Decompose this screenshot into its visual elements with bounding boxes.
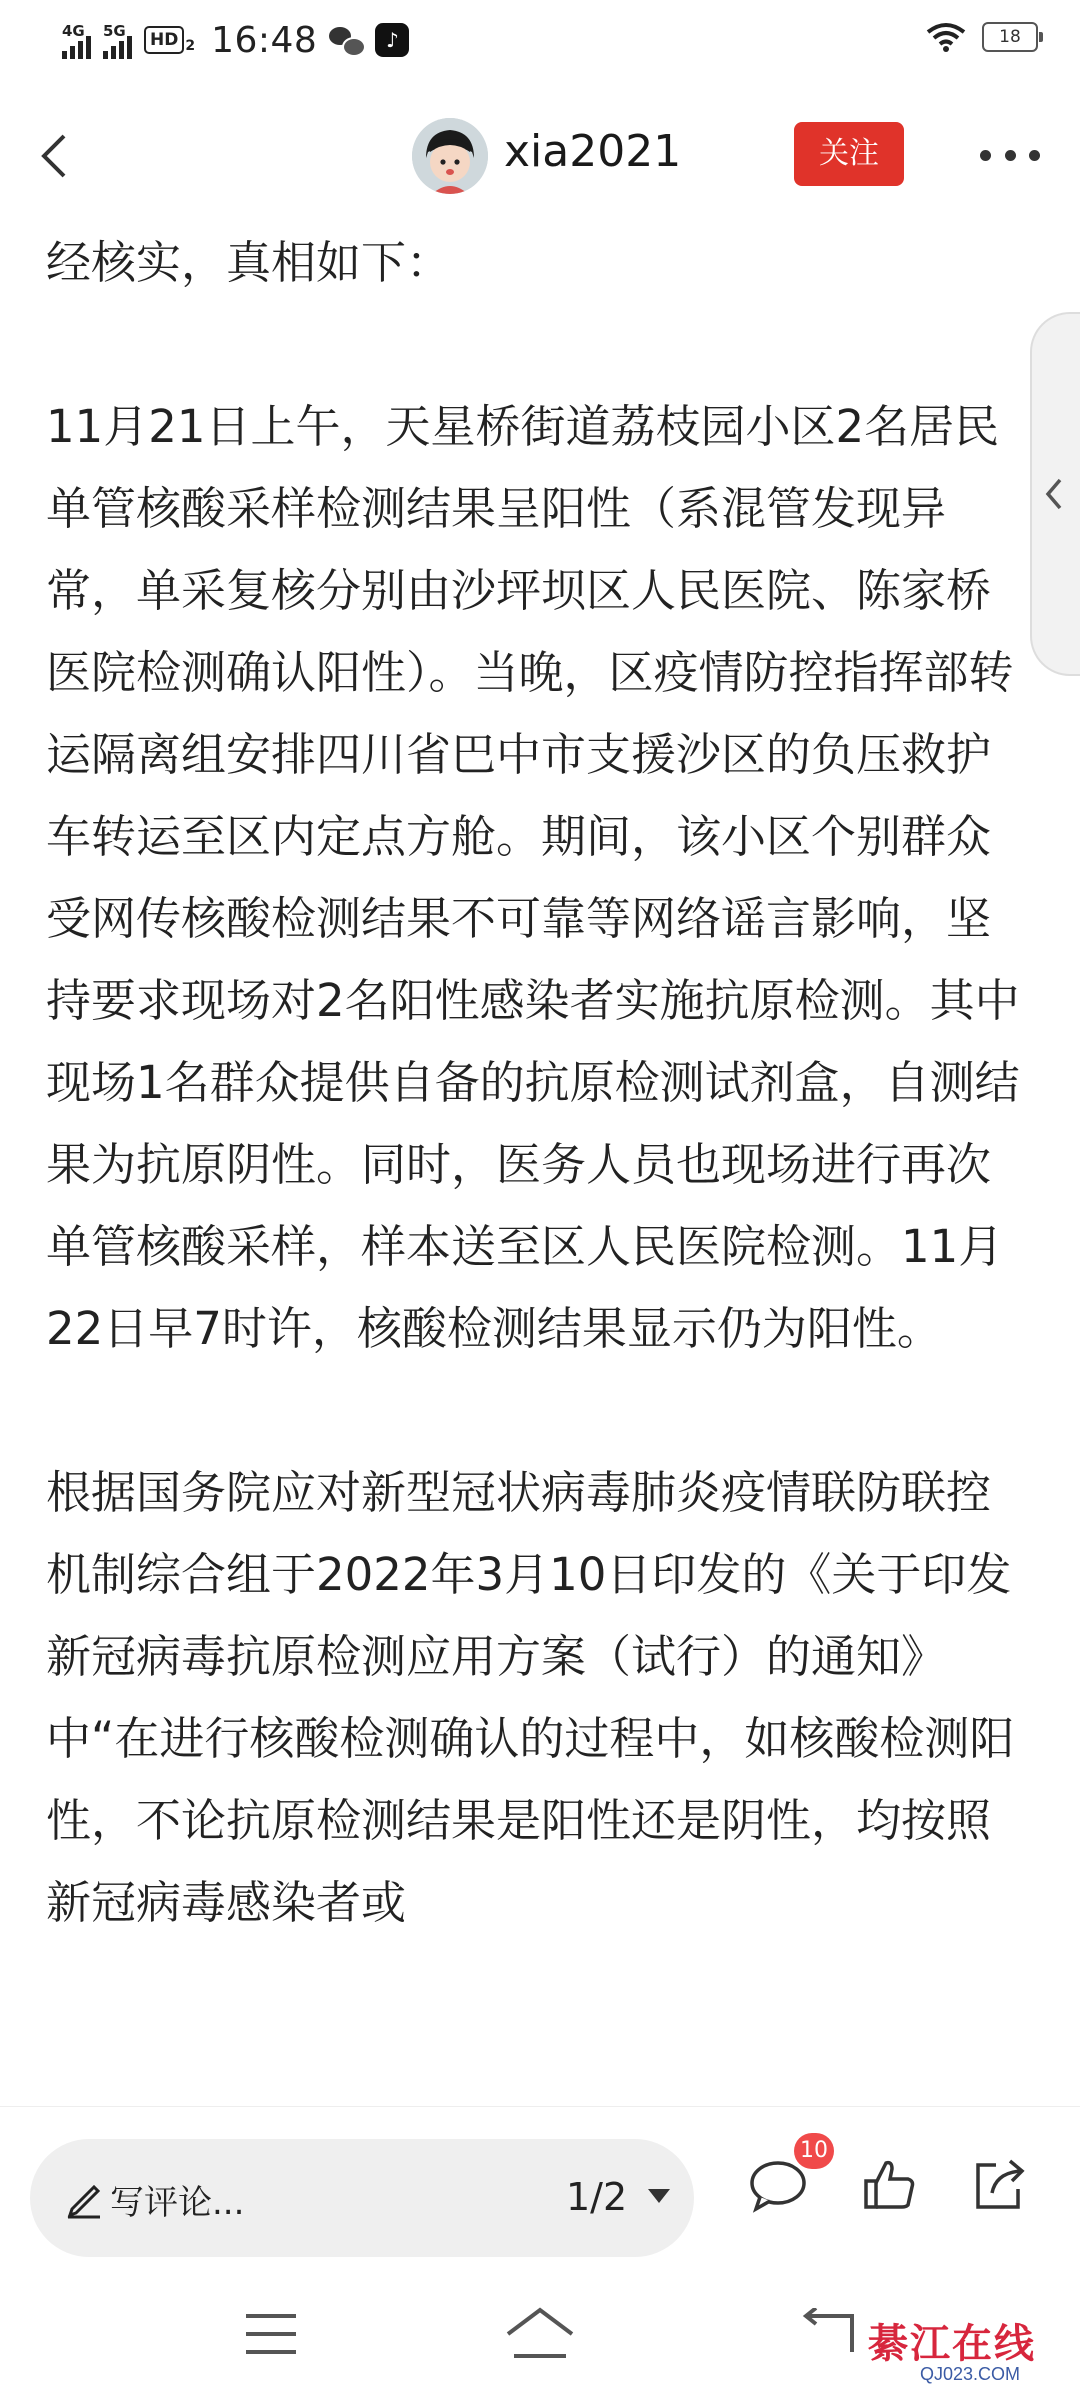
wechat-icon xyxy=(329,25,363,55)
content-fade xyxy=(0,2052,1080,2102)
site-watermark-url: QJ023.COM xyxy=(920,2364,1021,2384)
sim2-label: 5G xyxy=(103,21,126,40)
hd-sub-label: 2 xyxy=(185,38,196,54)
back-icon[interactable] xyxy=(28,126,88,186)
menu-nav-icon[interactable] xyxy=(244,2310,298,2358)
status-bar xyxy=(0,0,1080,80)
signal-sim1-icon xyxy=(62,22,91,59)
article-header xyxy=(0,110,1080,200)
page-indicator[interactable]: 1/2 xyxy=(566,2175,628,2219)
clock: 16:48 xyxy=(211,19,318,61)
hd-voice-icon: HD xyxy=(144,26,184,54)
dropdown-caret-icon[interactable] xyxy=(648,2189,670,2203)
article-paragraph: 经核实，真相如下： xyxy=(46,236,452,289)
comment-placeholder: 写评论... xyxy=(110,2183,245,2223)
tiktok-icon: ♪ xyxy=(375,23,409,57)
article-body xyxy=(46,222,1026,1944)
collapse-panel-icon xyxy=(1042,474,1068,514)
bottom-action-bar xyxy=(0,2106,1080,2277)
back-nav-icon[interactable] xyxy=(796,2308,856,2358)
signal-sim2-icon xyxy=(103,22,132,59)
like-icon[interactable] xyxy=(862,2157,918,2213)
share-icon[interactable] xyxy=(970,2157,1028,2213)
avatar[interactable] xyxy=(412,118,488,194)
battery-icon xyxy=(982,22,1038,52)
battery-level: 18 xyxy=(999,27,1021,47)
comment-icon[interactable] xyxy=(748,2157,808,2213)
site-watermark: 綦江在线 xyxy=(868,2320,1036,2367)
pencil-icon xyxy=(64,2175,104,2219)
author-username[interactable]: xia2021 xyxy=(504,126,682,177)
article-paragraph: 11月21日上午，天星桥街道荔枝园小区2名居民单管核酸采样检测结果呈阳性（系混管发现异常，单采复核分别由沙坪坝区人民医院、陈家桥医院检测确认阳性）。当晚，区疫情防控指挥部转运隔离组安排四川省巴中市支援沙区的负压救护车转运至区内定点方舱。期间，该小区个别群众受网传核酸检测结果不可靠等网络谣言影响，坚持要求现场对2名阳性感染者实施抗原检测。其中现场1名群众提供自备的抗原检测试剂盒，自测结果为抗原阴性。同时，医务人员也现场进行再次单管核酸采样，样本送至区人民医院检测。11月22日早7时许，核酸检测结果显示仍为阳性。 xyxy=(46,400,1020,1355)
more-icon[interactable] xyxy=(980,130,1040,180)
side-panel-handle[interactable] xyxy=(1030,312,1080,676)
wifi-icon xyxy=(926,22,966,52)
home-nav-icon[interactable] xyxy=(504,2304,576,2362)
article-paragraph: 根据国务院应对新型冠状病毒肺炎疫情联防联控机制综合组于2022年3月10日印发的《关于印发新冠病毒抗原检测应用方案（试行）的通知》中“在进行核酸检测确认的过程中，如核酸检测阳性，不论抗原检测结果是阳性还是阴性，均按照新冠病毒感染者或 xyxy=(46,1466,1015,1929)
comment-count-badge: 10 xyxy=(794,2133,834,2169)
sim1-label: 4G xyxy=(62,21,85,40)
follow-button[interactable]: 关注 xyxy=(794,122,904,186)
comment-input[interactable] xyxy=(30,2139,694,2257)
